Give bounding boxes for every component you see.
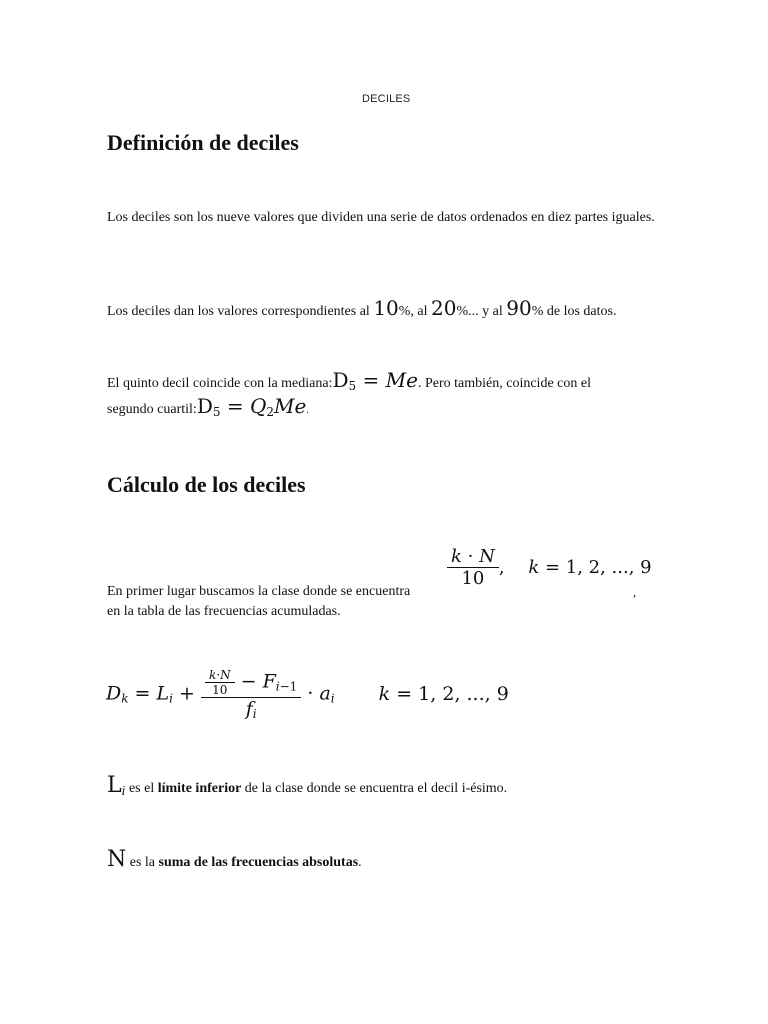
math-10: 10 bbox=[373, 296, 399, 320]
paragraph-clase bbox=[107, 582, 447, 622]
math-d5-me: $D_5 = Me$ bbox=[332, 368, 418, 393]
bold-text: suma de las frecuencias absolutas bbox=[158, 855, 359, 870]
text: . Pero también, coincide con el bbox=[417, 376, 591, 391]
paragraph-definicion: Los deciles son los nueve valores que dividen una serie de datos ordenados en diez partes iguales. bbox=[107, 210, 655, 225]
section-title-definicion: Definición de deciles bbox=[107, 130, 299, 155]
text: es la bbox=[129, 855, 159, 870]
formula-kn-10: $\frac{k \cdot N}{10}$ , k = 1, 2, ..., 9 bbox=[447, 546, 652, 589]
formula-decil: $D_k = L_i$ + $\frac{k\cdot N}{10}$ − $F_{i-1}$ $f_i$ · $a_i$ k = 1, 2, ..., 9 bbox=[106, 668, 509, 721]
document-header: DECILES bbox=[362, 93, 411, 105]
text: de la clase donde se encuentra el decil i-ésimo. bbox=[241, 781, 508, 796]
math-n: N bbox=[107, 847, 127, 872]
text: %, al bbox=[398, 304, 432, 319]
paragraph-mediana: El quinto decil coincide con la $mediana:D_5 = Me$. Pero también, coincide con el segundo $cuartil:D_5 = Q_2Me$. bbox=[107, 368, 591, 419]
paragraph-porcentajes bbox=[107, 298, 707, 322]
text: en la tabla de las frecuencias acumuladas. bbox=[107, 604, 341, 619]
k-range: k = 1, 2, ..., 9 bbox=[528, 557, 652, 578]
text: Los deciles dan los valores correspondientes al bbox=[107, 304, 374, 319]
math-20: 20 bbox=[431, 296, 457, 320]
text: segundo cuartil: bbox=[107, 402, 197, 417]
text: En primer lugar buscamos la clase donde se encuentra bbox=[107, 584, 411, 599]
text: % de los datos. bbox=[531, 304, 617, 319]
paragraph-li bbox=[107, 773, 707, 801]
math-li: $L_i$ bbox=[107, 773, 126, 798]
section-title-calculo: Cálculo de los deciles bbox=[107, 472, 306, 497]
math-d5-q2me: $D_5 = Q_2Me$ bbox=[196, 394, 307, 419]
text: %... y al bbox=[456, 304, 507, 319]
text: . bbox=[358, 855, 362, 870]
text: es el bbox=[128, 781, 158, 796]
comma: , bbox=[633, 585, 636, 599]
paragraph-n bbox=[107, 847, 707, 873]
math-90: 90 bbox=[506, 296, 532, 320]
bold-text: límite inferior bbox=[157, 781, 242, 796]
text: El quinto decil coincide con la mediana: bbox=[107, 376, 333, 391]
